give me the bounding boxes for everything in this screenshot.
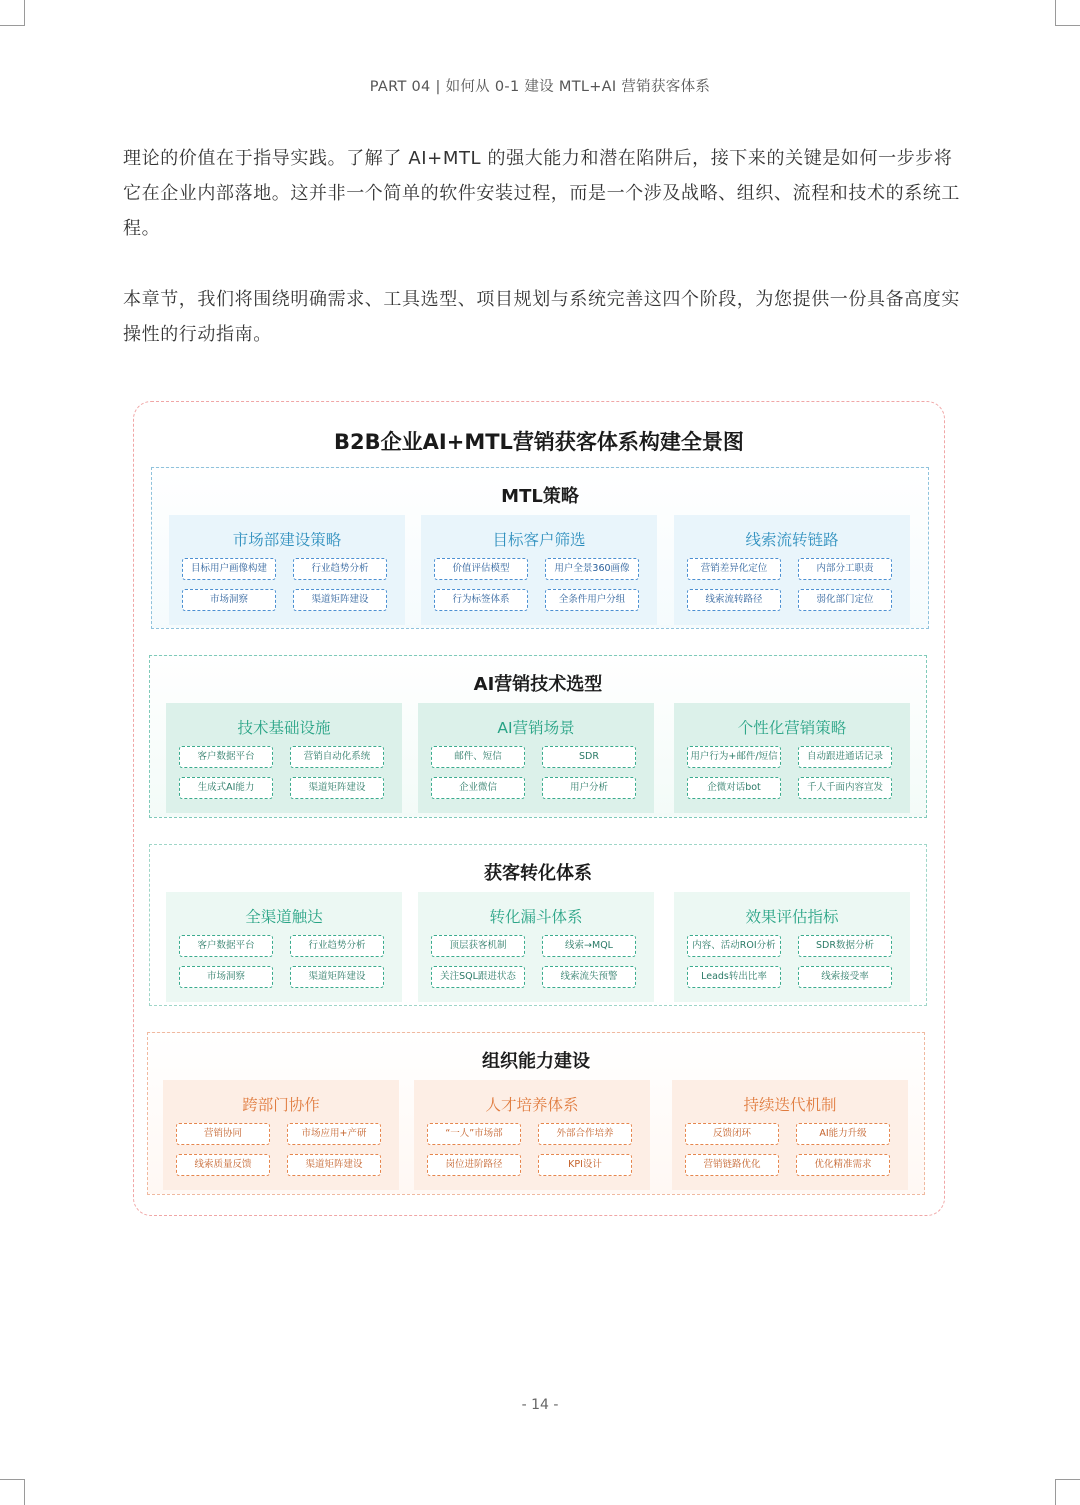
tag-chip: 线索流失预警 (542, 966, 636, 988)
tag-chip: 用户分析 (542, 777, 636, 799)
tag-chip: 行业趋势分析 (290, 935, 384, 957)
tag-chip: 客户数据平台 (179, 746, 273, 768)
crop-mark (24, 1479, 25, 1505)
card-title: 人才培养体系 (485, 1096, 579, 1114)
section-title: 获客转化体系 (484, 863, 592, 884)
section-title: AI营销技术选型 (473, 674, 603, 695)
tag-chip: 渠道矩阵建设 (287, 1154, 381, 1176)
category-card (674, 703, 910, 813)
tag-chip: 市场洞察 (182, 589, 276, 611)
section-title: 组织能力建设 (482, 1051, 590, 1072)
card-title: 跨部门协作 (242, 1096, 320, 1114)
tag-chip: 用户全景360画像 (545, 558, 639, 580)
card-title: 持续迭代机制 (743, 1096, 837, 1114)
category-card (414, 1080, 650, 1190)
body-paragraph: 理论的价值在于指导实践。了解了 AI+MTL 的强大能力和潜在陷阱后，接下来的关键是如何一步步将它在企业内部落地。这并非一个简单的软件安装过程，而是一个涉及战略、组织、流程和技术的系统工程。 (123, 148, 960, 239)
card-title: AI营销场景 (497, 719, 575, 737)
tag-chip: 全条件用户分组 (545, 589, 639, 611)
tag-chip: 目标用户画像构建 (182, 558, 276, 580)
category-card (674, 892, 910, 1002)
crop-mark (1055, 1479, 1056, 1505)
category-card (166, 892, 402, 1002)
category-card (674, 515, 910, 625)
tag-chip: 营销自动化系统 (290, 746, 384, 768)
card-title: 全渠道触达 (245, 908, 323, 926)
crop-mark (0, 25, 25, 26)
category-card (166, 703, 402, 813)
tag-chip: 市场洞察 (179, 966, 273, 988)
tag-chip: 营销链路优化 (685, 1154, 779, 1176)
tag-chip: 优化精准需求 (796, 1154, 890, 1176)
crop-mark (24, 0, 25, 26)
crop-mark (1055, 0, 1056, 26)
diagram-section (147, 1032, 925, 1195)
tag-chip: 顶层获客机制 (431, 935, 525, 957)
tag-chip: 生成式AI能力 (179, 777, 273, 799)
tag-chip: 行业趋势分析 (293, 558, 387, 580)
tag-chip: 弱化部门定位 (798, 589, 892, 611)
tag-chip: SDR数据分析 (798, 935, 892, 957)
category-card (672, 1080, 908, 1190)
category-card (421, 515, 657, 625)
tag-chip: 线索→MQL (542, 935, 636, 957)
tag-chip: 反馈闭环 (685, 1123, 779, 1145)
page-number: - 14 - (521, 1397, 559, 1413)
tag-chip: 关注SQL跟进状态 (431, 966, 525, 988)
card-title: 线索流转链路 (745, 531, 839, 549)
tag-chip: SDR (542, 746, 636, 768)
diagram-section (149, 844, 927, 1006)
tag-chip: 线索质量反馈 (176, 1154, 270, 1176)
tag-chip: “一人”市场部 (427, 1123, 521, 1145)
running-header: PART 04 | 如何从 0-1 建设 MTL+AI 营销获客体系 (369, 79, 711, 95)
tag-chip: Leads转出比率 (687, 966, 781, 988)
body-paragraph: 本章节，我们将围绕明确需求、工具选型、项目规划与系统完善这四个阶段，为您提供一份具备高度实操性的行动指南。 (123, 289, 960, 345)
tag-chip: 渠道矩阵建设 (293, 589, 387, 611)
category-card (169, 515, 405, 625)
diagram-title: B2B企业AI+MTL营销获客体系构建全景图 (334, 430, 744, 454)
card-title: 技术基础设施 (237, 719, 331, 737)
tag-chip: 企微对话bot (687, 777, 781, 799)
category-card (418, 892, 654, 1002)
tag-chip: 企业微信 (431, 777, 525, 799)
tag-chip: 线索接受率 (798, 966, 892, 988)
category-card (163, 1080, 399, 1190)
tag-chip: 内部分工职责 (798, 558, 892, 580)
tag-chip: 邮件、短信 (431, 746, 525, 768)
crop-mark (1055, 25, 1080, 26)
crop-mark (0, 1479, 25, 1480)
tag-chip: 千人千面内容宣发 (798, 777, 892, 799)
card-title: 转化漏斗体系 (489, 908, 583, 926)
crop-mark (1055, 1479, 1080, 1480)
card-title: 目标客户筛选 (492, 531, 586, 549)
tag-chip: 价值评估模型 (434, 558, 528, 580)
category-card (418, 703, 654, 813)
tag-chip: 营销协同 (176, 1123, 270, 1145)
tag-chip: 客户数据平台 (179, 935, 273, 957)
tag-chip: 营销差异化定位 (687, 558, 781, 580)
tag-chip: AI能力升级 (796, 1123, 890, 1145)
tag-chip: 渠道矩阵建设 (290, 966, 384, 988)
tag-chip: 行为标签体系 (434, 589, 528, 611)
tag-chip: 岗位进阶路径 (427, 1154, 521, 1176)
tag-chip: 渠道矩阵建设 (290, 777, 384, 799)
card-title: 个性化营销策略 (737, 719, 847, 737)
tag-chip: 内容、活动ROI分析 (687, 935, 781, 957)
diagram-section (149, 655, 927, 818)
card-title: 效果评估指标 (745, 908, 839, 926)
section-title: MTL策略 (501, 486, 579, 507)
tag-chip: 线索流转路径 (687, 589, 781, 611)
diagram-section (151, 467, 929, 629)
tag-chip: 外部合作培养 (538, 1123, 632, 1145)
tag-chip: 市场应用+产研 (287, 1123, 381, 1145)
framework-diagram (133, 401, 945, 1216)
tag-chip: 自动跟进通话记录 (798, 746, 892, 768)
tag-chip: KPI设计 (538, 1154, 632, 1176)
card-title: 市场部建设策略 (232, 531, 342, 549)
tag-chip: 用户行为+邮件/短信 (687, 746, 781, 768)
